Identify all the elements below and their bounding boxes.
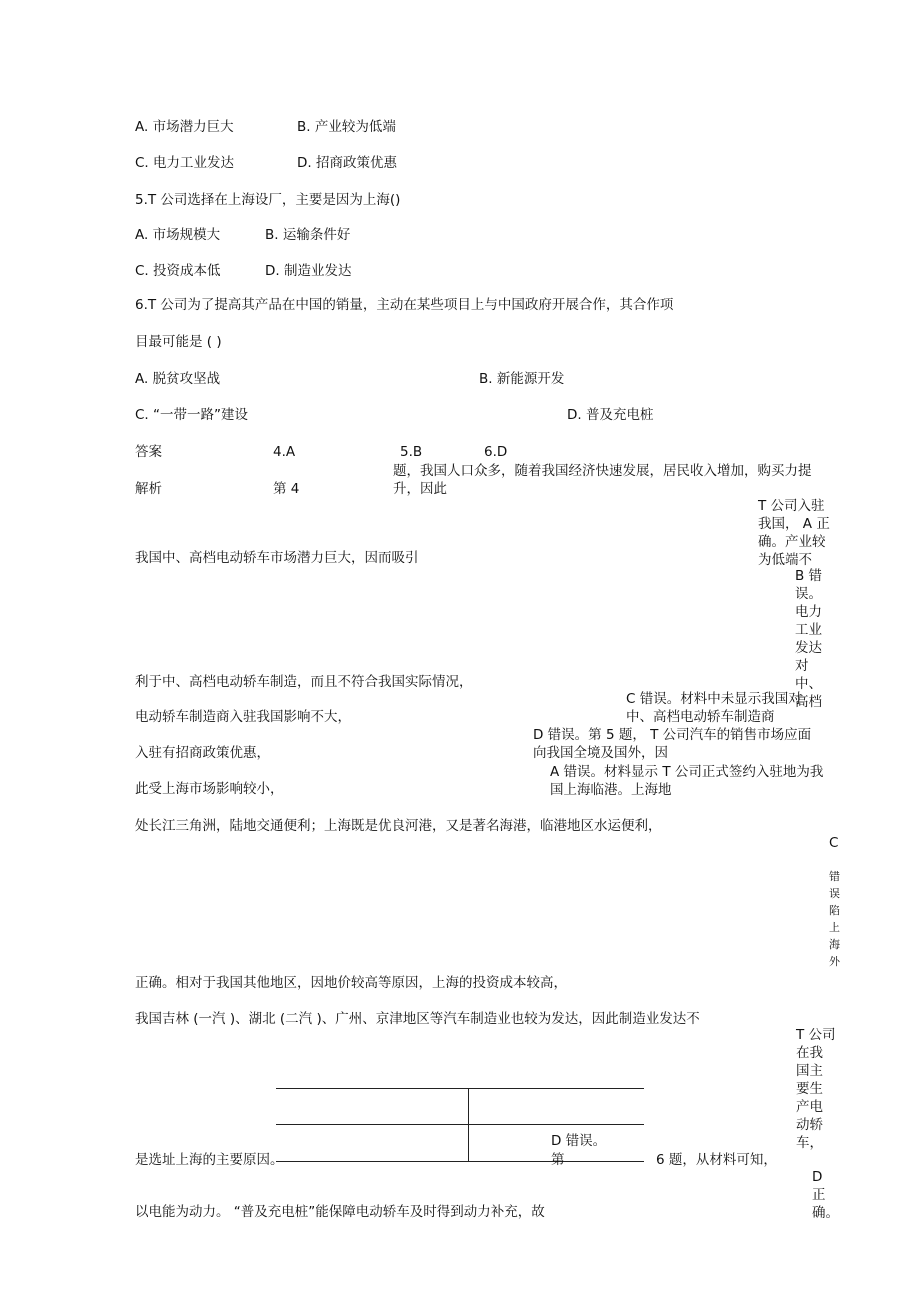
analysis-line-5: 此受上海市场影响较小，: [135, 781, 284, 797]
analysis-line-1: 我国中、高档电动轿车市场潜力巨大，因而吸引: [135, 550, 419, 566]
analysis-q4-number: 第 4: [273, 481, 300, 497]
analysis-fragment-q6: 6 题，从材料可知，: [656, 1152, 777, 1168]
analysis-line-2: 利于中、高档电动轿车制造，而且不符合我国实际情况，: [135, 674, 473, 690]
analysis-line-8: 我国吉林 (一汽 )、湖北 (二汽 )、广州、京津地区等汽车制造业也较为发达，因此制造业发达不: [135, 1011, 700, 1027]
q4-option-b: B. 产业较为低端: [297, 119, 396, 135]
q6-stem-line1: 6.T 公司为了提高其产品在中国的销量，主动在某些项目上与中国政府开展合作，其合作项: [135, 297, 674, 313]
analysis-line-3: 电动轿车制造商入驻我国影响不大，: [135, 709, 351, 725]
answer-5: 5.B: [400, 444, 423, 460]
q6-option-b: B. 新能源开发: [479, 371, 565, 387]
q5-option-b: B. 运输条件好: [265, 227, 351, 243]
q5-option-c: C. 投资成本低: [135, 263, 221, 279]
q6-option-a: A. 脱贫攻坚战: [135, 371, 221, 387]
analysis-fragment-di: 第: [551, 1152, 565, 1168]
q5-option-d: D. 制造业发达: [265, 263, 352, 279]
analysis-fragment-t: T 公司在我国主要生产电动轿车，: [796, 1027, 836, 1151]
analysis-label: 解析: [135, 481, 162, 497]
analysis-line-10: 以电能为动力。 “普及充电桩”能保障电动轿车及时得到动力补充，故: [135, 1204, 545, 1220]
analysis-fragment-right-2: B 错误。电力工业发达对中、高档: [795, 568, 823, 710]
analysis-fragment-d2: D 错误。: [551, 1133, 607, 1149]
q5-stem: 5.T 公司选择在上海设厂，主要是因为上海(): [135, 192, 401, 208]
analysis-line-7: 正确。相对于我国其他地区，因地价较高等原因，上海的投资成本较高，: [135, 975, 567, 991]
answer-label: 答案: [135, 444, 162, 460]
q6-option-c: C. “一带一路”建设: [135, 407, 248, 423]
analysis-line-4: 入驻有招商政策优惠，: [135, 745, 270, 761]
answer-6: 6.D: [484, 444, 508, 460]
table-line-top: [276, 1088, 644, 1089]
analysis-fragment-c2-vertical: 错误陷上海外: [829, 870, 840, 968]
answer-4: 4.A: [273, 444, 296, 460]
table-line-bottom: [276, 1161, 644, 1162]
q4-option-a: A. 市场潜力巨大: [135, 119, 234, 135]
analysis-fragment-top: 题，我国人口众多，随着我国经济快速发展，居民收入增加，购买力提升，因此: [393, 463, 812, 497]
analysis-fragment-d: D 错误。第 5 题， T 公司汽车的销售市场应面向我国全境及国外，因: [533, 727, 812, 761]
q6-option-d: D. 普及充电桩: [567, 407, 654, 423]
q4-option-c: C. 电力工业发达: [135, 155, 235, 171]
q5-option-a: A. 市场规模大: [135, 227, 221, 243]
table-line-middle: [276, 1124, 644, 1125]
analysis-fragment-d3: D 正确。: [812, 1169, 839, 1221]
analysis-fragment-c: C 错误。材料中未显示我国对中、高档电动轿车制造商: [626, 691, 802, 725]
analysis-line-6: 处长江三角洲，陆地交通便利；上海既是优良河港，又是著名海港，临港地区水运便利，: [135, 818, 662, 834]
analysis-fragment-right-1: T 公司入驻我国， A 正确。产业较为低端不: [758, 498, 830, 568]
analysis-fragment-c2: C: [829, 835, 839, 851]
q6-stem-line2: 目最可能是 ( ): [135, 334, 222, 350]
q4-option-d: D. 招商政策优惠: [297, 155, 397, 171]
table-line-divider: [468, 1088, 469, 1161]
analysis-fragment-a: A 错误。材料显示 T 公司正式签约入驻地为我国上海临港。上海地: [550, 764, 824, 798]
analysis-line-9: 是选址上海的主要原因。: [135, 1152, 284, 1168]
